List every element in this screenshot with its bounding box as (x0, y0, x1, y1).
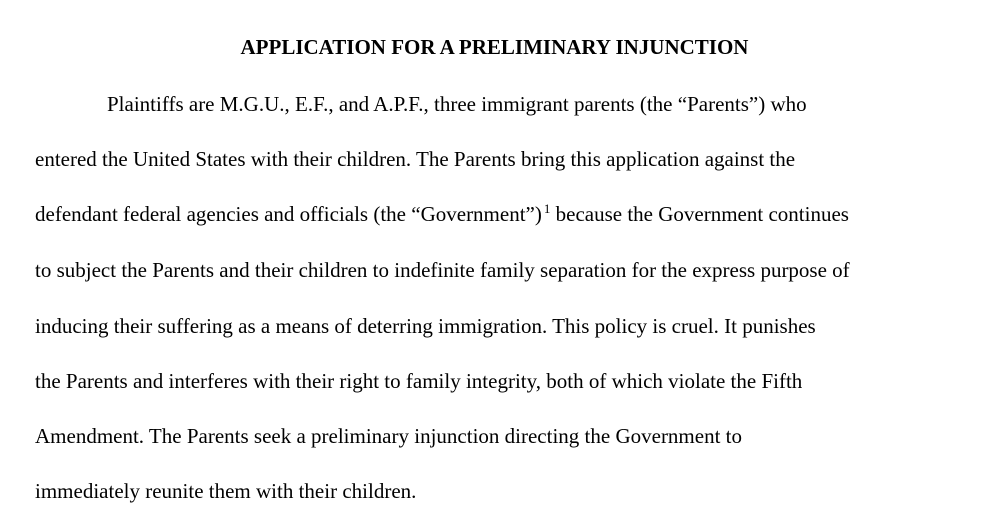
paragraph-line-3-head: defendant federal agencies and officials (the “Government”) (35, 202, 542, 226)
paragraph-line-1: Plaintiffs are M.G.U., E.F., and A.P.F., three immigrant parents (the “Parents”) who (107, 92, 807, 116)
paragraph-line-3-tail: because the Government continues (550, 202, 849, 226)
paragraph-line-7: Amendment. The Parents seek a preliminary injunction directing the Government to (35, 424, 743, 448)
document-heading: APPLICATION FOR A PRELIMINARY INJUNCTION (240, 35, 749, 59)
paragraph-line-6: the Parents and interferes with their right to family integrity, both of which violate the Fifth (35, 369, 803, 393)
paragraph-line-3 (35, 200, 849, 231)
paragraph-line-8: immediately reunite them with their children. (35, 479, 417, 503)
footnote-reference[interactable]: 1 (543, 201, 551, 216)
paragraph-line-2: entered the United States with their children. The Parents bring this application against the (35, 147, 796, 171)
paragraph-line-4: to subject the Parents and their children to indefinite family separation for the express purpose of (35, 258, 850, 282)
paragraph-line-5: inducing their suffering as a means of deterring immigration. This policy is cruel. It punishes (35, 314, 816, 338)
